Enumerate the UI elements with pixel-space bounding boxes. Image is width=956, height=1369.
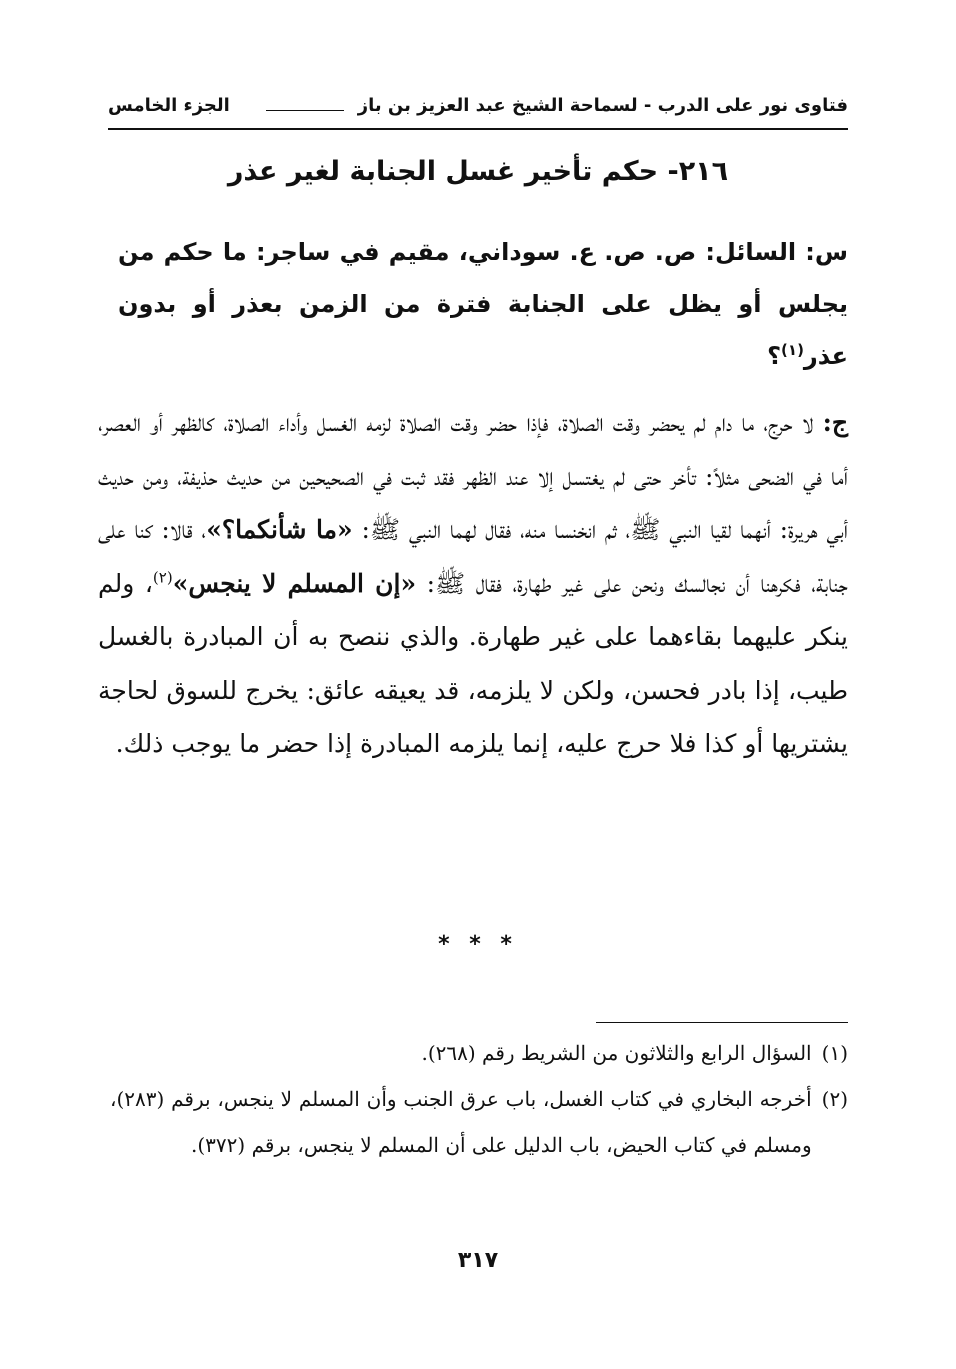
question-text: السائل: ص. ص. ع. سوداني، مقيم في ساجر: ما حكم من يجلس أو يظل على الجنابة فترة من الزمن بعذر أو بدون عذر: [118, 238, 848, 370]
running-header: [108, 88, 848, 124]
footnote-marker: (١): [821, 1041, 848, 1065]
header-rule: [108, 128, 848, 130]
section-separator: * * *: [438, 932, 518, 957]
header-volume: الجزء الخامس: [108, 95, 230, 116]
fatwa-title: ٢١٦- حكم تأخير غسل الجنابة لغير عذر: [227, 156, 729, 187]
answer-text-part1: لا حرج، ما دام لم يحضر وقت الصلاة، فإذا حضر وقت الصلاة لزمه الغسل وأداء الصلاة، كالظهر أو العصر، أما في الضحى مثلاً: تأخر حتى لم يغتسل إلا عند الظهر فقد ثبت في الصحيحين من حديث حذيفة، ومن حديث أبي هريرة: أنهما لقيا النبي ﷺ، ثم انخنسا منه، فقال لهما النبي ﷺ:: [98, 408, 848, 544]
footnote-1: [110, 1030, 848, 1076]
footnote-2: [110, 1076, 848, 1168]
question-label: س:: [805, 238, 849, 266]
footnotes: [110, 1030, 848, 1168]
footnote-rule: [596, 1022, 848, 1023]
header-dash-rule: [266, 110, 344, 111]
footnote-ref-1: (١): [781, 341, 804, 359]
question-paragraph: [118, 226, 848, 382]
footnote-marker: (٢): [821, 1087, 848, 1111]
answer-label: ج:: [822, 408, 848, 437]
footnote-ref-2: (٢): [152, 568, 173, 587]
page-number: ٣١٧: [457, 1248, 499, 1273]
question-mark: ؟: [767, 342, 782, 370]
hadith-quote-2: «إن المسلم لا ينجس»: [172, 568, 417, 598]
footnote-text: السؤال الرابع والثلاثون من الشريط رقم (٢٦٨).: [421, 1041, 812, 1065]
hadith-quote-1: «ما شأنكما؟»: [206, 515, 353, 544]
answer-paragraph: [98, 396, 848, 771]
header-book-title: فتاوى نور على الدرب - لسماحة الشيخ عبد العزيز بن باز: [357, 95, 848, 116]
answer-text-part3: ، ولم ينكر عليهما بقاءهما على غير طهارة. والذي ننصح به أن المبادرة بالغسل طيب، إذا بادر فحسن، ولكن لا يلزمه، قد يعيقه عائق: يخرج للسوق لحاجة يشتريها أو كذا فلا حرج عليه، إنما يلزمه المبادرة إذا حضر ما يوجب ذلك.: [98, 568, 848, 758]
footnote-text: أخرجه البخاري في كتاب الغسل، باب عرق الجنب وأن المسلم لا ينجس، برقم (٢٨٣)، ومسلم في كتاب الحيض، باب الدليل على أن المسلم لا ينجس، برقم (٣٧٢).: [110, 1087, 812, 1157]
answer-text-part2: ، قالا: كنا على جنابة، فكرهنا أن نجالسك ونحن على غير طهارة، فقال ﷺ:: [98, 515, 849, 598]
